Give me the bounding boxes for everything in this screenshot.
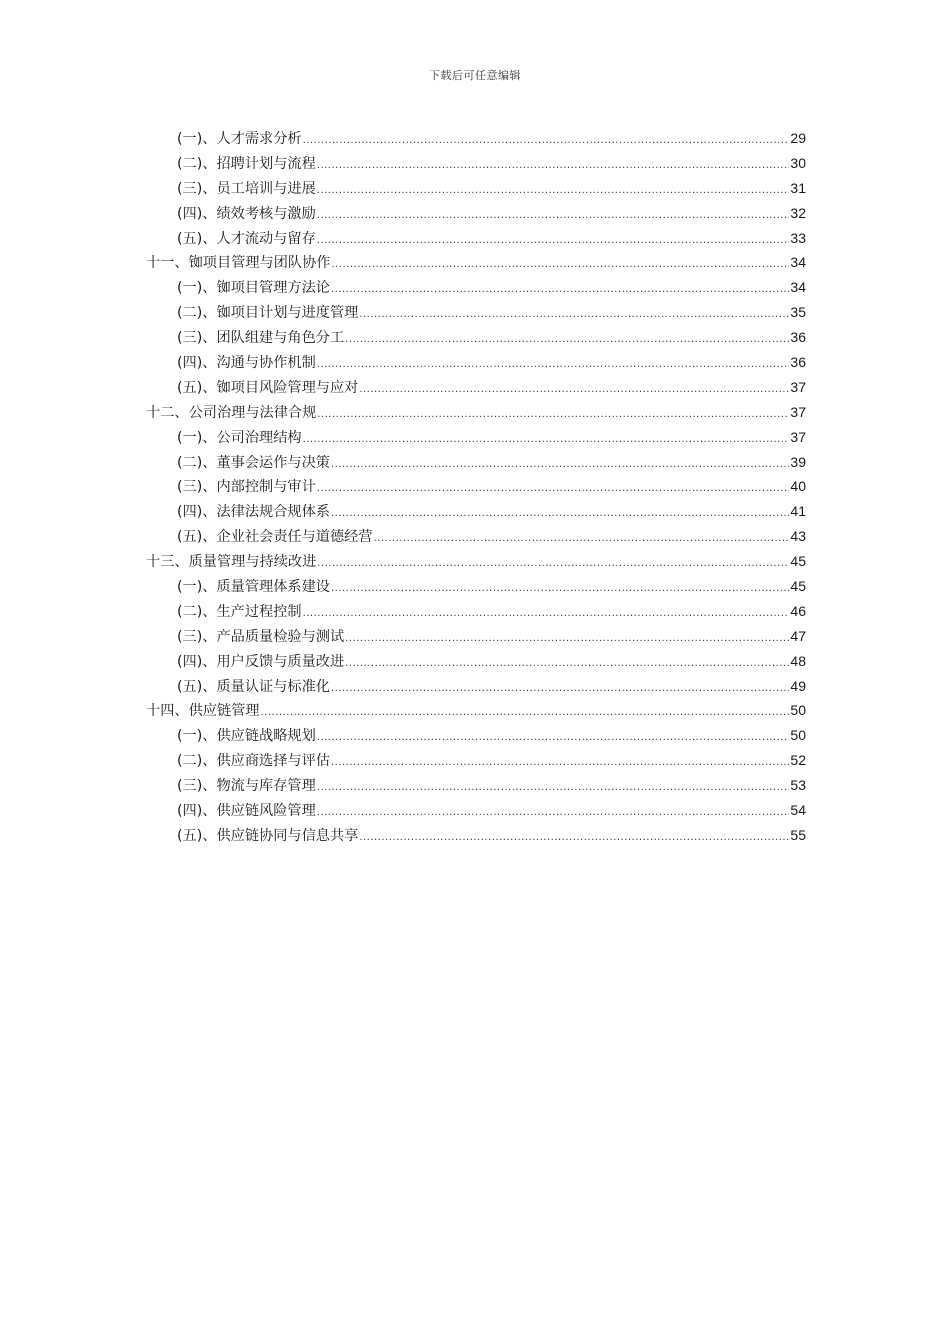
toc-entry-title: (一)、铷项目管理方法论: [177, 280, 330, 297]
toc-dot-leader: [331, 577, 789, 602]
toc-entry-title: (二)、董事会运作与决策: [177, 454, 330, 471]
toc-section-entry[interactable]: [146, 450, 806, 475]
toc-dot-leader: [359, 303, 789, 328]
toc-chapter-entry[interactable]: [146, 400, 806, 425]
toc-entry-title: (四)、供应链风险管理: [177, 803, 316, 820]
toc-chapter-entry[interactable]: [146, 549, 806, 574]
toc-page-number: 45: [790, 553, 806, 570]
toc-page-number: 30: [790, 154, 806, 171]
toc-dot-leader: [317, 179, 790, 204]
toc-page-number: 39: [790, 453, 806, 470]
toc-section-entry[interactable]: [146, 524, 806, 549]
toc-dot-leader: [303, 602, 790, 627]
toc-dot-leader: [359, 378, 789, 403]
toc-section-entry[interactable]: [146, 275, 806, 300]
toc-entry-title: (四)、法律法规合规体系: [177, 504, 330, 521]
toc-dot-leader: [345, 328, 789, 353]
toc-entry-title: (三)、员工培训与进展: [177, 180, 316, 197]
toc-dot-leader: [317, 353, 790, 378]
toc-page-number: 54: [790, 802, 806, 819]
toc-entry-title: (五)、供应链协同与信息共享: [177, 827, 359, 844]
toc-dot-leader: [303, 428, 790, 453]
toc-page-number: 47: [790, 627, 806, 644]
toc-page-number: 37: [790, 378, 806, 395]
toc-section-entry[interactable]: [146, 748, 806, 773]
toc-entry-title: (三)、物流与库存管理: [177, 778, 316, 795]
toc-entry-title: (三)、产品质量检验与测试: [177, 628, 345, 645]
toc-entry-title: (四)、用户反馈与质量改进: [177, 653, 345, 670]
toc-page-number: 35: [790, 304, 806, 321]
toc-section-entry[interactable]: [146, 674, 806, 699]
toc-entry-title: (二)、供应商选择与评估: [177, 753, 330, 770]
toc-entry-title: 十三、质量管理与持续改进: [146, 554, 317, 571]
toc-chapter-entry[interactable]: [146, 698, 806, 723]
toc-page-number: 37: [790, 403, 806, 420]
toc-entry-title: (一)、人才需求分析: [177, 131, 302, 147]
toc-section-entry[interactable]: [146, 499, 806, 524]
toc-page-number: 46: [790, 602, 806, 619]
toc-page-number: 36: [790, 329, 806, 346]
toc-section-entry[interactable]: [146, 649, 806, 674]
toc-page-number: 43: [790, 528, 806, 545]
toc-dot-leader: [261, 701, 790, 726]
toc-section-entry[interactable]: [146, 325, 806, 350]
toc-entry-title: (五)、企业社会责任与道德经营: [177, 529, 373, 546]
toc-page-number: 41: [790, 503, 806, 520]
toc-entry-title: (四)、绩效考核与激励: [177, 205, 316, 222]
toc-entry-title: (二)、铷项目计划与进度管理: [177, 305, 359, 322]
toc-dot-leader: [331, 502, 789, 527]
toc-entry-title: (四)、沟通与协作机制: [177, 355, 316, 372]
toc-chapter-entry[interactable]: [146, 250, 806, 275]
toc-page-number: 33: [790, 229, 806, 246]
toc-dot-leader: [317, 477, 790, 502]
toc-page-number: 45: [790, 578, 806, 595]
toc-section-entry[interactable]: [146, 624, 806, 649]
toc-dot-leader: [317, 229, 790, 254]
toc-entry-title: (三)、内部控制与审计: [177, 479, 316, 496]
toc-dot-leader: [331, 253, 789, 278]
page-header: 下载后可任意编辑: [429, 69, 521, 82]
toc-section-entry[interactable]: [146, 574, 806, 599]
toc-dot-leader: [331, 278, 789, 303]
table-of-contents: [146, 126, 806, 848]
toc-page-number: 50: [790, 727, 806, 744]
toc-dot-leader: [303, 129, 790, 154]
toc-dot-leader: [345, 627, 789, 652]
toc-entry-title: (五)、铷项目风险管理与应对: [177, 379, 359, 396]
toc-entry-title: (五)、质量认证与标准化: [177, 678, 330, 695]
toc-entry-title: (二)、生产过程控制: [177, 603, 302, 620]
toc-page-number: 55: [790, 826, 806, 843]
toc-page-number: 36: [790, 354, 806, 371]
toc-dot-leader: [331, 453, 789, 478]
toc-page-number: 52: [790, 752, 806, 769]
toc-dot-leader: [317, 552, 789, 577]
toc-page-number: 31: [790, 179, 806, 196]
toc-section-entry[interactable]: [146, 474, 806, 499]
toc-section-entry[interactable]: [146, 126, 806, 151]
toc-dot-leader: [359, 826, 789, 851]
toc-section-entry[interactable]: [146, 226, 806, 251]
toc-dot-leader: [331, 751, 789, 776]
toc-dot-leader: [317, 726, 790, 751]
toc-section-entry[interactable]: [146, 300, 806, 325]
toc-page-number: 49: [790, 677, 806, 694]
toc-page-number: 32: [790, 204, 806, 221]
toc-section-entry[interactable]: [146, 773, 806, 798]
toc-dot-leader: [317, 403, 789, 428]
toc-section-entry[interactable]: [146, 176, 806, 201]
toc-entry-title: (一)、质量管理体系建设: [177, 579, 330, 596]
toc-dot-leader: [331, 677, 789, 702]
toc-entry-title: (一)、公司治理结构: [177, 429, 302, 446]
toc-section-entry[interactable]: [146, 723, 806, 748]
toc-entry-title: (二)、招聘计划与流程: [177, 155, 316, 172]
toc-page-number: 53: [790, 777, 806, 794]
toc-page-number: 34: [790, 279, 806, 296]
toc-page-number: 34: [790, 254, 806, 271]
toc-section-entry[interactable]: [146, 375, 806, 400]
toc-entry-title: 十二、公司治理与法律合规: [146, 404, 317, 421]
toc-page-number: 37: [790, 428, 806, 445]
toc-dot-leader: [317, 801, 790, 826]
toc-dot-leader: [317, 154, 790, 179]
toc-page-number: 50: [790, 702, 806, 719]
toc-dot-leader: [345, 652, 789, 677]
toc-section-entry[interactable]: [146, 823, 806, 848]
toc-section-entry[interactable]: [146, 599, 806, 624]
toc-entry-title: 十一、铷项目管理与团队协作: [146, 255, 331, 272]
toc-dot-leader: [317, 204, 790, 229]
toc-section-entry[interactable]: [146, 425, 806, 450]
toc-page-number: 29: [790, 130, 806, 146]
toc-entry-title: (一)、供应链战略规划: [177, 728, 316, 745]
toc-section-entry[interactable]: [146, 151, 806, 176]
toc-section-entry[interactable]: [146, 350, 806, 375]
toc-dot-leader: [317, 776, 790, 801]
toc-entry-title: 十四、供应链管理: [146, 703, 260, 720]
toc-dot-leader: [374, 527, 790, 552]
toc-page-number: 48: [790, 652, 806, 669]
toc-page-number: 40: [790, 478, 806, 495]
toc-entry-title: (五)、人才流动与留存: [177, 230, 316, 247]
toc-entry-title: (三)、团队组建与角色分工: [177, 330, 345, 347]
toc-section-entry[interactable]: [146, 201, 806, 226]
toc-section-entry[interactable]: [146, 798, 806, 823]
